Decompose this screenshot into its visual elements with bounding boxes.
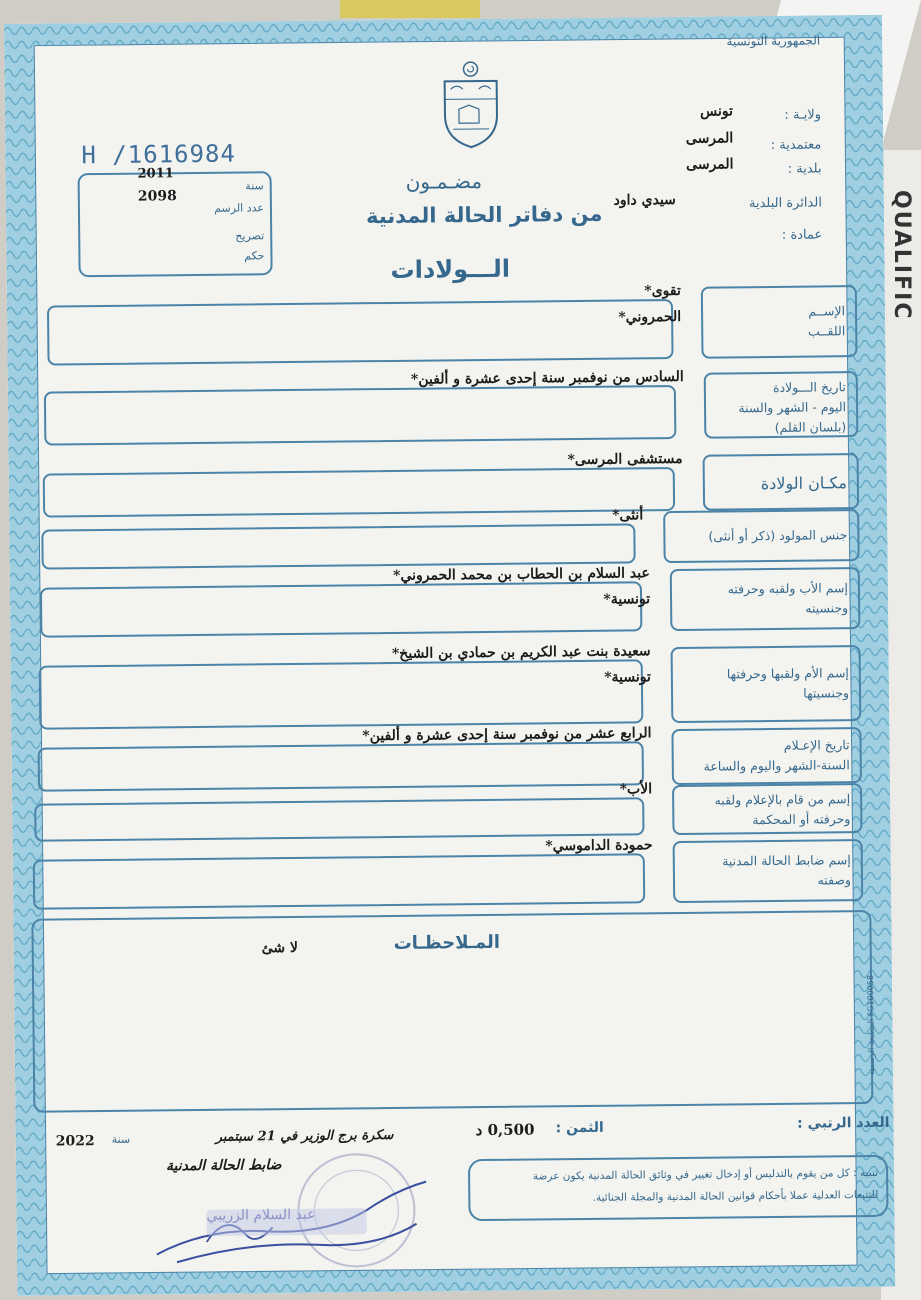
officer-label: ضابط الحالة المدنية (165, 1157, 282, 1175)
field-value-box (40, 581, 642, 637)
field-label: وجنسيته (805, 600, 849, 616)
governorate-value: تونس (699, 103, 734, 120)
field-label: السنة-الشهر واليوم والساعة (703, 757, 850, 774)
district-value: سيدي داود (613, 191, 676, 209)
ref-judgment-label: حكم (244, 249, 265, 263)
ref-year-value: 2011 (137, 166, 174, 182)
remarks-value: لا شئ (261, 939, 299, 957)
warning-box (468, 1155, 889, 1221)
background-object (340, 0, 480, 18)
footer-serial-label: العدد الرتبي : (796, 1114, 890, 1132)
delegation-value: المرسى (685, 130, 734, 147)
place-date: سكرة برج الوزير في 21 سبتمبر (215, 1127, 394, 1145)
district-label: الدائرة البلدية (748, 195, 822, 212)
field-value: أنثى* (612, 507, 644, 524)
field-label: وجنسيتها (803, 685, 850, 701)
field-value-box (43, 467, 675, 518)
field-value: الحمروني* (618, 308, 682, 326)
field-value: مستشفى المرسى* (567, 450, 683, 469)
field-label-box (701, 285, 858, 359)
governorate-label: ولايـة : (784, 107, 822, 123)
ref-declaration-label: تصريح (235, 229, 265, 243)
municipality-label: بلدية : (787, 161, 822, 177)
field-value-box (39, 659, 644, 729)
field-value-box (47, 299, 674, 366)
coat-of-arms-icon (438, 59, 503, 150)
field-label: وصفته (817, 872, 852, 888)
title-registry: من دفاتر الحالة المدنية (365, 201, 603, 229)
field-label: جنس المولود (ذكر أو أنثى) (708, 527, 848, 544)
field-label: إسم الأب ولقبه وحرفته (727, 580, 849, 597)
field-label: وحرفته أو المحكمة (752, 811, 851, 828)
footer-year-value: 2022 (55, 1133, 95, 1150)
price-label: الثمن : (555, 1119, 604, 1137)
delegation-label: معتمدية : (770, 137, 822, 153)
reference-box (78, 166, 273, 277)
field-label: إسم من قام بالإعلام ولقبه (714, 791, 851, 808)
field-value: تقوى* (644, 282, 681, 300)
field-value: حمودة الداموسي* (545, 837, 653, 855)
field-value: عبد السلام بن الحطاب بن محمد الحمروني* (393, 565, 650, 584)
warning-line-1: تنبيه : كل من يقوم بالتدليس أو إدخال تغيير في وثائق الحالة المدنية يكون عرضة (532, 1166, 879, 1183)
field-value: الأب* (619, 781, 653, 798)
field-value-box (38, 741, 644, 791)
ref-number-label: عدد الرسم (214, 201, 265, 215)
signature-stamp-text: عبد السلام الزريبي (206, 1206, 316, 1224)
field-value-box (41, 523, 635, 569)
remarks-box (31, 910, 873, 1113)
field-label-box (671, 645, 862, 723)
field-label: تاريخ الـــولادة (772, 379, 846, 395)
field-label: اليوم - الشهر والسنة (738, 399, 847, 416)
field-value: الرابع عشر من نوفمبر سنة إحدى عشرة و ألفين* (362, 725, 652, 745)
field-value-box (34, 797, 644, 841)
price-value: 0,500 د (475, 1120, 535, 1140)
field-value: سعيدة بنت عبد الكريم بن حمادي بن الشيخ* (391, 643, 651, 662)
field-value-box (33, 853, 645, 909)
field-label: (بلسان القلم) (774, 419, 847, 435)
field-value-box (44, 385, 677, 446)
title-births: الـــولادات (390, 254, 511, 284)
field-label: الإســم (808, 303, 846, 319)
printer-mark: المطبعة الرسمية FG100058 (866, 974, 877, 1075)
field-value: السادس من نوفمبر سنة إحدى عشرة و ألفين* (410, 368, 684, 388)
warning-line-2: للتتبعات العدلية عملا بأحكام قوانين الحالة المدنية والمجلة الجنائية. (592, 1188, 879, 1204)
remarks-label: المـلاحظـات (393, 931, 501, 954)
serial-number: H /1616984 (81, 139, 237, 170)
field-value: تونسية* (604, 669, 651, 686)
field-label-box (671, 727, 862, 785)
field-label-box (670, 567, 861, 631)
birth-certificate-sheet (4, 15, 895, 1296)
field-label: إسم الأم ولقبها وحرفتها (726, 665, 849, 682)
footer-year-label: سنة (111, 1132, 131, 1146)
republic-name: الجمهورية التونسية (726, 33, 821, 49)
field-label-box (672, 783, 863, 835)
field-label-box (703, 453, 860, 511)
field-label-box (673, 839, 864, 903)
field-label-box (663, 509, 860, 563)
omda-label: عمادة : (781, 227, 823, 243)
title-contents: مضـمـون (405, 169, 483, 194)
adjacent-document-text: QUALIFIC (889, 190, 914, 321)
field-label: مكـان الولادة (760, 473, 847, 494)
ref-number-value: 2098 (137, 188, 177, 205)
ref-year-label: سنة (245, 179, 264, 193)
field-label: إسم ضابط الحالة المدنية (722, 852, 851, 869)
field-label: تاريخ الإعـلام (783, 737, 850, 753)
field-label-box (704, 371, 859, 439)
field-value: تونسية* (603, 591, 651, 608)
field-label: اللقــب (807, 323, 846, 339)
municipality-value: المرسى (686, 156, 734, 173)
